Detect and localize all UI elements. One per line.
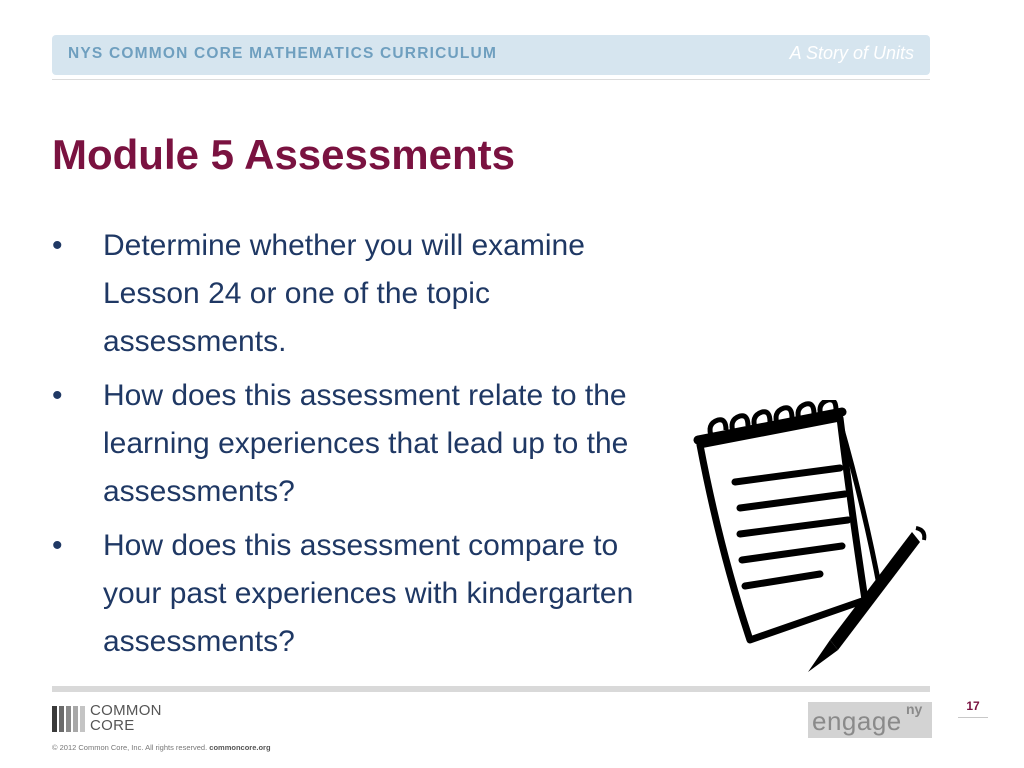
bullet-item xyxy=(52,222,672,366)
header-bar xyxy=(52,35,930,75)
bullet-dot: • xyxy=(52,529,63,562)
bullet-text: How does this assessment compare to your past experiences with kindergarten assessments? xyxy=(103,529,634,658)
engage-superscript: ny xyxy=(906,701,923,717)
curriculum-label: NYS COMMON CORE MATHEMATICS CURRICULUM xyxy=(68,45,498,62)
logo-line-1: COMMON xyxy=(90,702,162,719)
copyright-site: commoncore.org xyxy=(209,743,271,752)
bullet-text: How does this assessment relate to the learning experiences that lead up to the assessments? xyxy=(103,379,629,508)
bullet-dot: • xyxy=(52,229,63,262)
header-divider xyxy=(52,79,930,80)
copyright-notice xyxy=(52,743,271,752)
common-core-logo xyxy=(52,704,192,734)
bullet-text: Determine whether you will examine Lesson 24 or one of the topic assessments. xyxy=(103,229,585,358)
bullet-list xyxy=(52,222,672,672)
page-number-underline xyxy=(958,717,988,718)
notepad-pencil-icon xyxy=(690,400,930,680)
common-core-wordmark xyxy=(90,703,162,733)
copyright-text: © 2012 Common Core, Inc. All rights reserved. xyxy=(52,743,208,752)
engageny-logo xyxy=(808,702,932,738)
common-core-logo-icon xyxy=(52,704,88,732)
page-number: 17 xyxy=(966,699,980,713)
story-label: A Story of Units xyxy=(789,43,914,63)
logo-line-2: CORE xyxy=(90,717,135,734)
footer-divider xyxy=(52,686,930,692)
slide-title: Module 5 Assessments xyxy=(52,131,515,178)
engage-wordmark: engage xyxy=(812,706,902,736)
bullet-item xyxy=(52,372,672,516)
bullet-dot: • xyxy=(52,379,63,412)
bullet-item xyxy=(52,522,672,666)
